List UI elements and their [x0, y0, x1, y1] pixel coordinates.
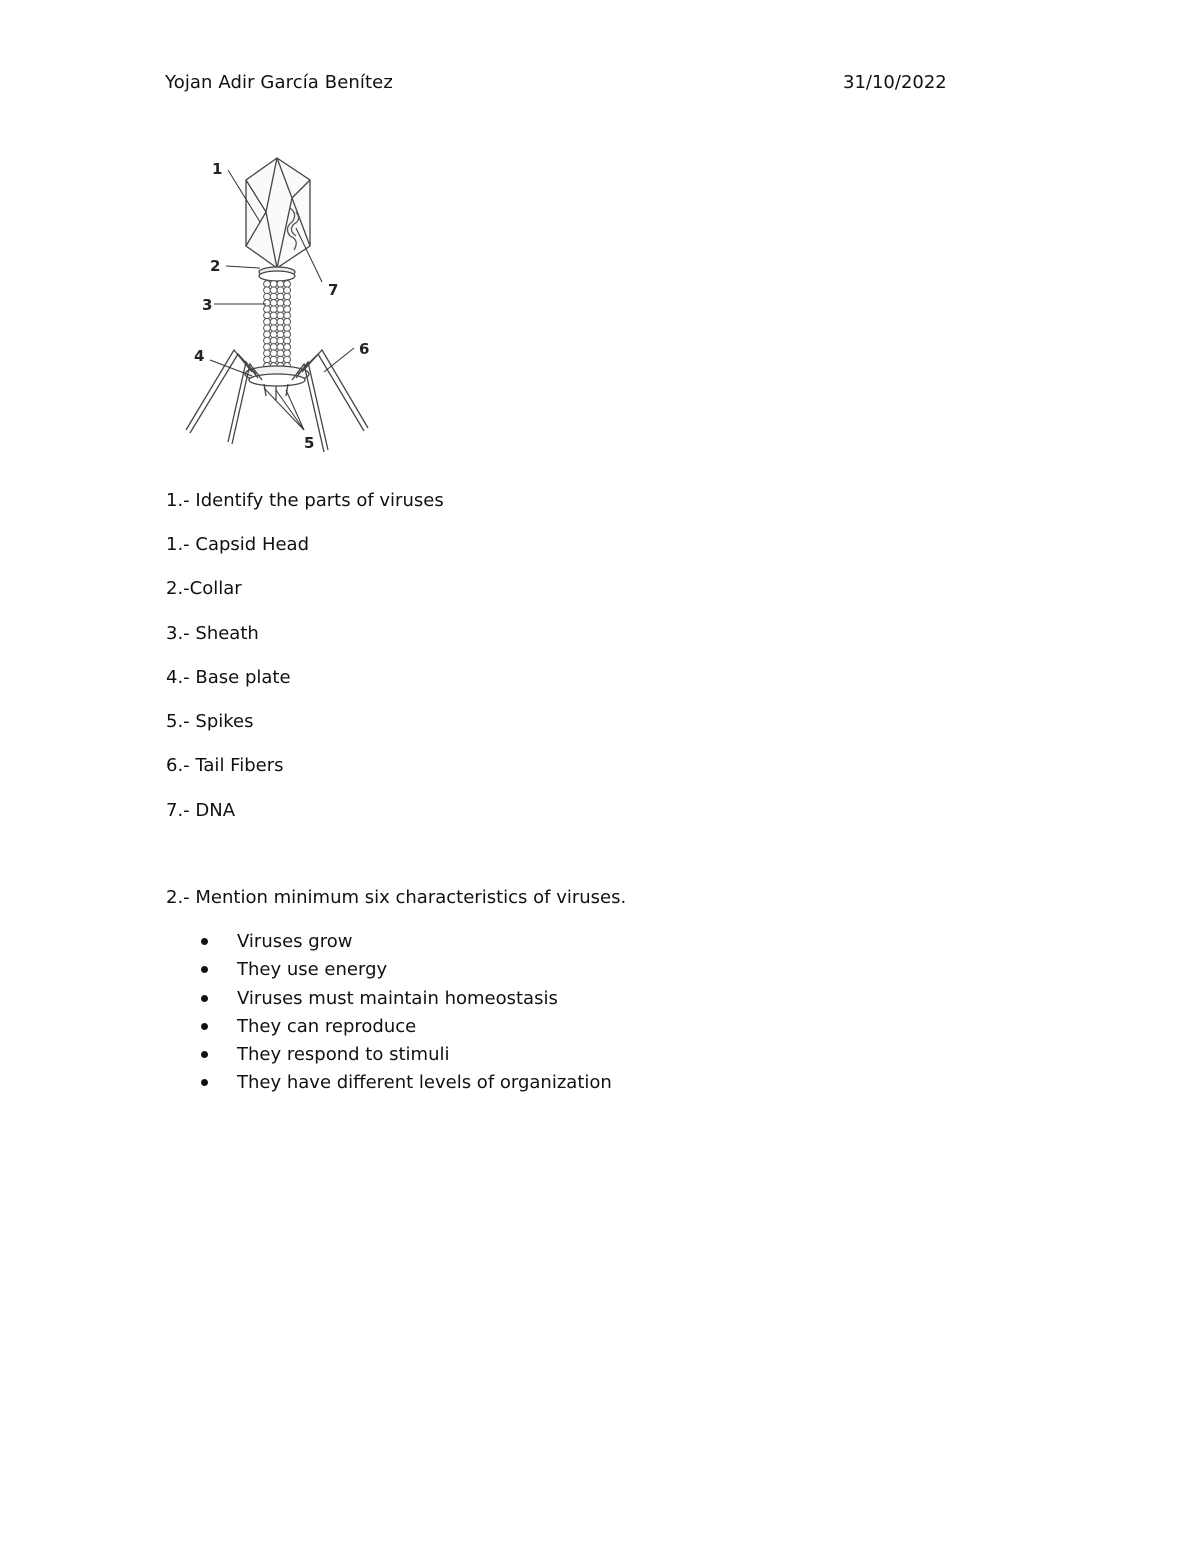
- sheath-bead: [264, 287, 271, 294]
- sheath-bead: [264, 318, 271, 325]
- sheath-bead: [270, 293, 277, 300]
- sheath-bead: [277, 312, 284, 319]
- document-date: 31/10/2022: [843, 72, 947, 93]
- bullet-text: Viruses grow: [237, 931, 353, 952]
- figure-label-7: 7: [328, 281, 339, 299]
- bullet-icon: [201, 1023, 208, 1030]
- sheath-bead: [284, 325, 291, 332]
- sheath-bead: [270, 300, 277, 307]
- sheath-bead: [264, 306, 271, 313]
- sheath-bead: [264, 337, 271, 344]
- answer-item: 1.- Capsid Head: [166, 534, 310, 555]
- sheath-bead: [284, 287, 291, 294]
- sheath-bead: [277, 293, 284, 300]
- sheath-bead: [284, 300, 291, 307]
- sheath-bead: [264, 331, 271, 338]
- bullet-item: [200, 1043, 612, 1071]
- figure-label-4: 4: [194, 347, 205, 365]
- sheath-bead: [284, 306, 291, 313]
- sheath-bead: [270, 306, 277, 313]
- sheath-bead: [270, 287, 277, 294]
- sheath-bead: [277, 325, 284, 332]
- sheath-bead: [277, 331, 284, 338]
- sheath-bead: [284, 293, 291, 300]
- sheath-bead: [270, 325, 277, 332]
- sheath-bead: [270, 281, 277, 288]
- sheath-bead: [284, 318, 291, 325]
- sheath-bead: [284, 337, 291, 344]
- bullet-icon: [201, 1051, 208, 1058]
- sheath-bead: [277, 356, 284, 363]
- bullet-icon: [201, 966, 208, 973]
- sheath-bead: [264, 300, 271, 307]
- figure-label-3: 3: [202, 296, 213, 314]
- bullet-text: They can reproduce: [237, 1015, 417, 1037]
- sheath-bead: [277, 337, 284, 344]
- sheath-bead: [264, 344, 271, 351]
- sheath-bead: [264, 281, 271, 288]
- bullet-icon: [201, 938, 208, 945]
- sheath-bead: [264, 312, 271, 319]
- question-2: 2.- Mention minimum six characteristics of viruses.: [166, 887, 627, 908]
- bullet-text: Viruses must maintain homeostasis: [237, 987, 558, 1009]
- sheath-bead: [277, 287, 284, 294]
- answer-item: 6.- Tail Fibers: [166, 755, 284, 777]
- bullet-text: They have different levels of organization: [237, 1072, 612, 1094]
- bullet-text: They respond to stimuli: [237, 1044, 450, 1066]
- answer-item: 4.- Base plate: [166, 666, 291, 688]
- answer-list: [166, 534, 309, 844]
- sheath-bead: [264, 325, 271, 332]
- bullet-icon: [201, 1079, 208, 1086]
- answer-item: 5.- Spikes: [166, 711, 254, 733]
- characteristics-list: [200, 930, 612, 1100]
- sheath-bead: [270, 331, 277, 338]
- bacteriophage-svg: [172, 150, 382, 462]
- sheath-bead: [270, 318, 277, 325]
- sheath-bead: [284, 281, 291, 288]
- sheath-bead: [264, 350, 271, 357]
- figure-label-1: 1: [212, 160, 223, 178]
- answer-item: 7.- DNA: [166, 799, 236, 821]
- sheath-bead: [277, 306, 284, 313]
- sheath-bead: [277, 318, 284, 325]
- bullet-item: [200, 930, 612, 958]
- sheath-bead: [270, 356, 277, 363]
- sheath-bead: [264, 356, 271, 363]
- bullet-item: [200, 1015, 612, 1043]
- sheath-bead: [270, 337, 277, 344]
- sheath-bead: [284, 312, 291, 319]
- sheath-bead: [284, 356, 291, 363]
- sheath-bead: [277, 300, 284, 307]
- sheath-bead: [284, 350, 291, 357]
- sheath-bead: [270, 350, 277, 357]
- figure-label-6: 6: [359, 340, 370, 358]
- question-1: 1.- Identify the parts of viruses: [166, 490, 444, 511]
- sheath-bead: [277, 350, 284, 357]
- sheath-bead: [270, 312, 277, 319]
- bullet-item: [200, 1071, 612, 1099]
- bacteriophage-diagram: [172, 150, 382, 462]
- sheath-bead: [264, 293, 271, 300]
- sheath-bead: [277, 281, 284, 288]
- bullet-text: They use energy: [237, 959, 388, 981]
- sheath-bead: [284, 331, 291, 338]
- figure-label-2: 2: [210, 257, 221, 275]
- sheath-bead: [284, 344, 291, 351]
- sheath-bead: [270, 344, 277, 351]
- bullet-item: [200, 958, 612, 986]
- bullet-item: [200, 987, 612, 1015]
- answer-item: 3.- Sheath: [166, 622, 259, 644]
- answer-item: 2.-Collar: [166, 578, 242, 600]
- bullet-icon: [201, 995, 208, 1002]
- author-name: Yojan Adir García Benítez: [165, 72, 393, 93]
- sheath-bead: [277, 344, 284, 351]
- figure-label-5: 5: [304, 434, 315, 452]
